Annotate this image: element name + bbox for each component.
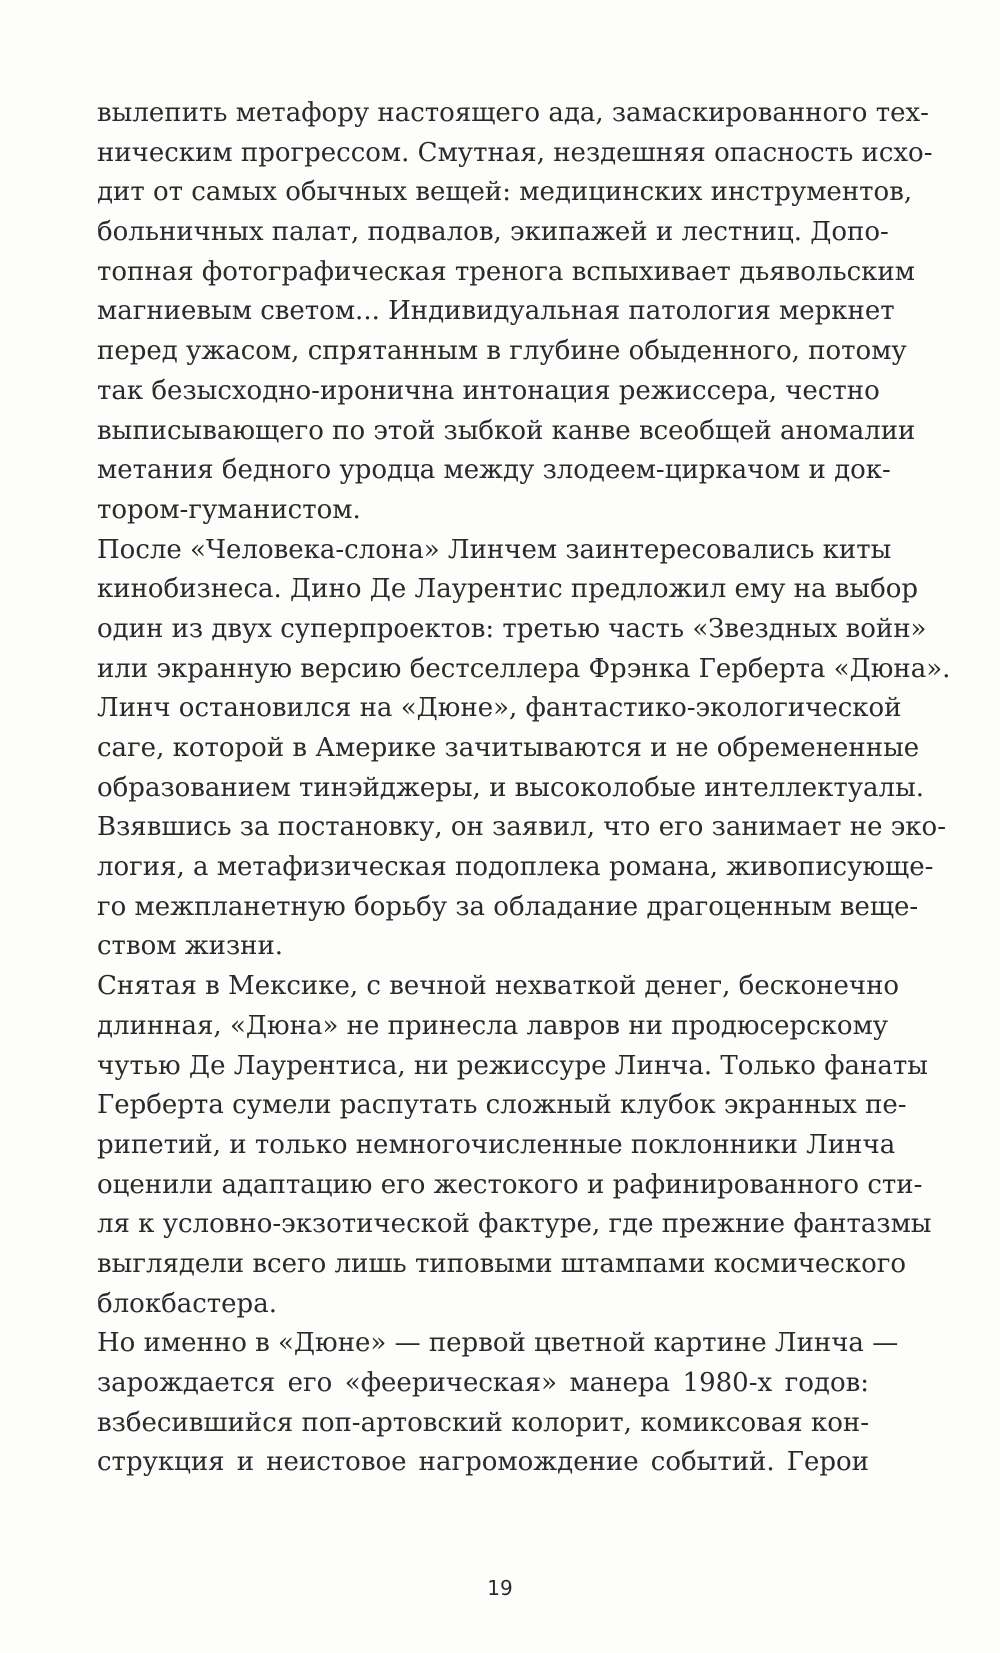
- text-line: метания бедного уродца между злодеем-циркачом и док-: [97, 455, 891, 486]
- text-line: Но именно в «Дюне» — первой цветной картине Линча —: [97, 1328, 899, 1359]
- text-line: дит от самых обычных вещей: медицинских инструментов,: [97, 177, 913, 208]
- text-line: ством жизни.: [97, 931, 284, 962]
- text-line: чутью Де Лаурентиса, ни режиссуре Линча. Только фанаты: [97, 1050, 928, 1081]
- text-line: перед ужасом, спрятанным в глубине обыденного, потому: [97, 336, 907, 367]
- paragraph-2: [97, 531, 951, 968]
- page-number: 19: [487, 1576, 513, 1600]
- paragraph-1: [97, 94, 933, 531]
- text-line: тором-гуманистом.: [97, 494, 361, 525]
- text-line: больничных палат, подвалов, экипажей и лестниц. Допо-: [97, 217, 889, 248]
- text-line: кинобизнеса. Дино Де Лаурентис предложил ему на выбор: [97, 574, 919, 605]
- text-line: топная фотографическая тренога вспыхивает дьявольским: [97, 256, 915, 287]
- text-line: длинная, «Дюна» не принесла лавров ни продюсерскому: [97, 1010, 889, 1041]
- text-line: один из двух суперпроектов: третью часть «Звездных войн»: [97, 613, 927, 644]
- text-line: взбесившийся поп-артовский колорит, комиксовая кон-: [97, 1407, 869, 1438]
- paragraph-3: [97, 967, 932, 1324]
- text-line: го межпланетную борьбу за обладание драгоценным веще-: [97, 891, 919, 922]
- text-line: саге, которой в Америке зачитываются и не обремененные: [97, 733, 920, 763]
- text-line: ническим прогрессом. Смутная, нездешняя опасность исхо-: [97, 137, 933, 168]
- text-line: рипетий, и только немногочисленные поклонники Линча: [97, 1129, 896, 1160]
- text-line: вылепить метафору настоящего ада, замаскированного тех-: [97, 98, 929, 128]
- text-line: оценили адаптацию его жестокого и рафинированного сти-: [97, 1169, 923, 1200]
- text-line: зарождается его «феерическая» манера 1980-х годов:: [97, 1368, 869, 1398]
- text-line: или экранную версию бестселлера Фрэнка Герберта «Дюна».: [97, 653, 951, 684]
- text-line: Снятая в Мексике, с вечной нехваткой денег, бесконечно: [97, 971, 900, 1002]
- text-line: магниевым светом... Индивидуальная патология меркнет: [97, 296, 895, 327]
- text-line: блокбастера.: [97, 1288, 277, 1319]
- text-line: выписывающего по этой зыбкой канве всеобщей аномалии: [97, 415, 916, 446]
- text-line: Взявшись за постановку, он заявил, что его занимает не эко-: [97, 812, 946, 843]
- text-line: После «Человека-слона» Линчем заинтересовались киты: [97, 534, 892, 565]
- text-line: образованием тинэйджеры, и высоколобые интеллектуалы.: [97, 772, 925, 803]
- text-line: Герберта сумели распутать сложный клубок экранных пе-: [97, 1090, 907, 1121]
- paragraph-4: [97, 1324, 899, 1483]
- text-line: выглядели всего лишь типовыми штампами космического: [97, 1248, 907, 1279]
- text-line: логия, а метафизическая подоплека романа, живописующе-: [97, 852, 934, 883]
- text-line: струкция и неистовое нагромождение событий. Герои: [97, 1447, 869, 1478]
- body-text: [97, 94, 951, 1483]
- text-line: так безысходно-иронична интонация режиссера, честно: [97, 375, 880, 406]
- text-line: Линч остановился на «Дюне», фантастико-экологической: [97, 693, 902, 724]
- text-line: ля к условно-экзотической фактуре, где прежние фантазмы: [97, 1209, 932, 1240]
